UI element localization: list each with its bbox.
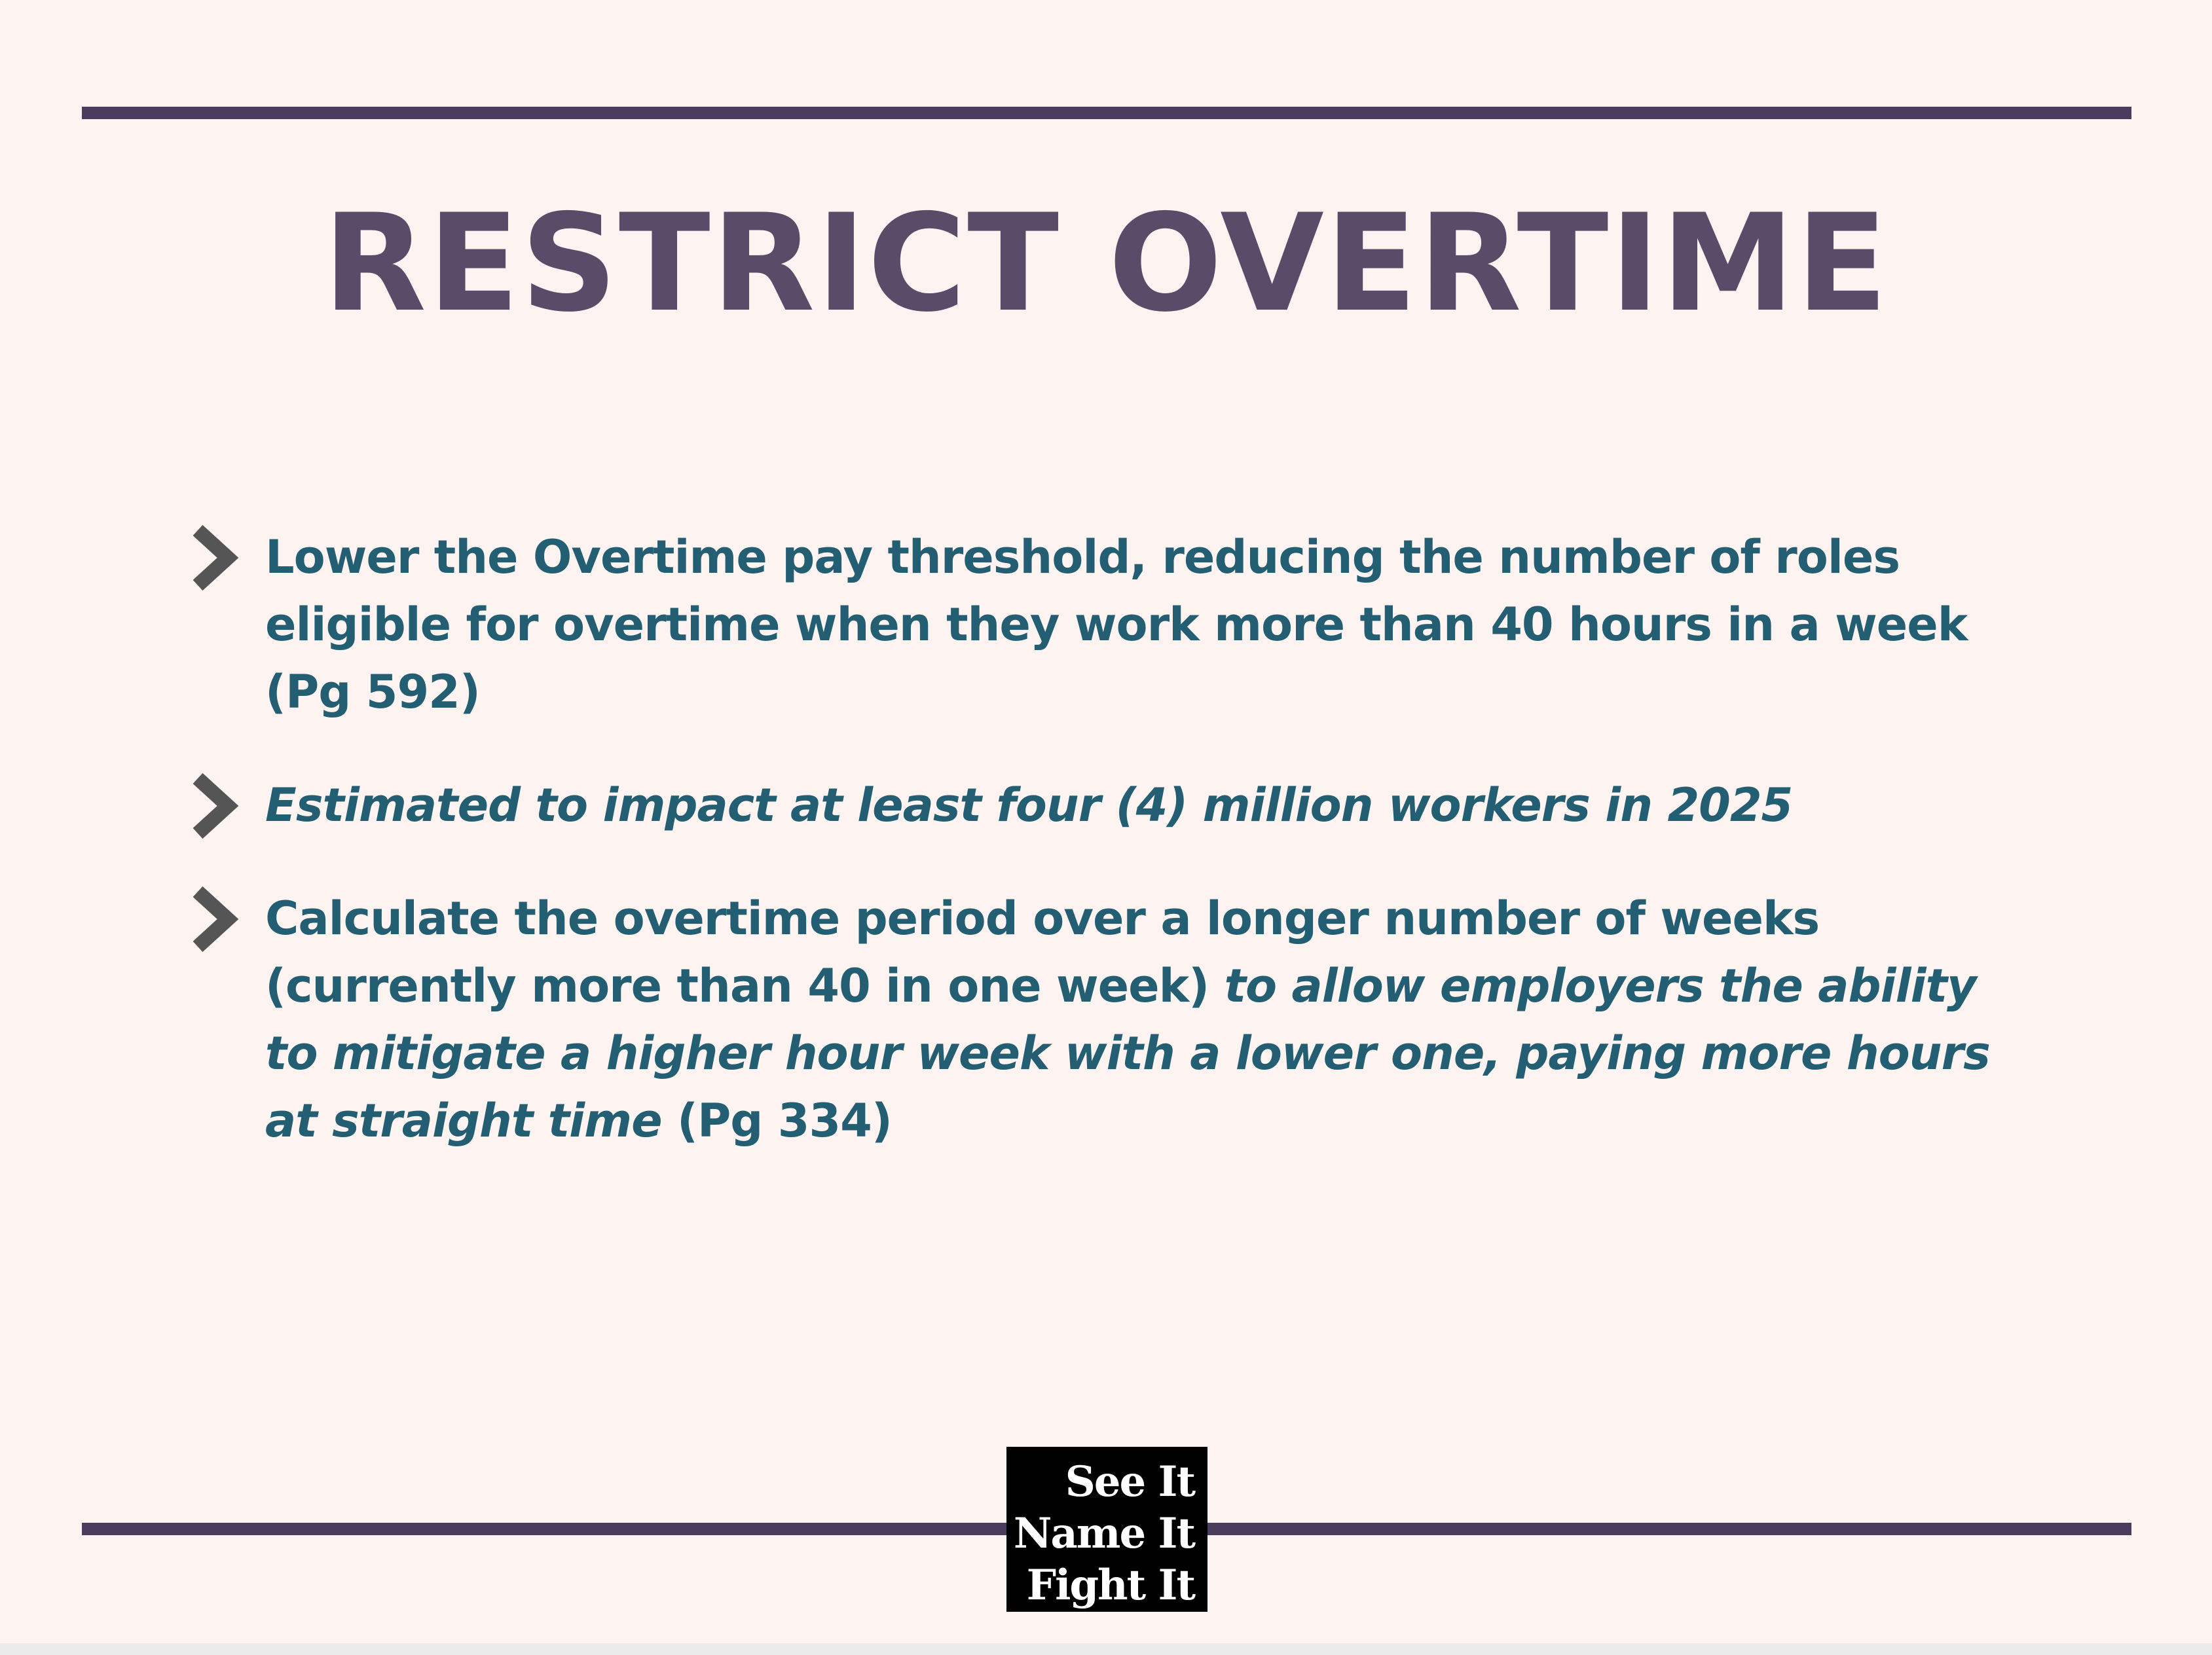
see-it-name-it-fight-it-logo <box>1006 1447 1207 1612</box>
bullet-list <box>190 524 2010 1155</box>
logo-line: Name It <box>1013 1509 1194 1558</box>
chevron-right-icon <box>190 886 242 952</box>
bullet-text-italic: Estimated to impact at least four (4) million workers in 2025 <box>265 778 1793 832</box>
bullet-text: Lower the Overtime pay threshold, reducing the number of roles eligible for overtime when they work more than 40 hours in a week (Pg 592) <box>265 530 1968 719</box>
page-reference: (Pg 334) <box>661 1094 892 1148</box>
bullet-text-italic: to allow employers the ability to mitigate a higher hour week with a lower one, paying more hours at straight time <box>265 959 1990 1148</box>
slide-title: RESTRICT OVERTIME <box>323 186 1889 342</box>
logo-line: See It <box>1065 1457 1194 1506</box>
bullet-item <box>190 524 2010 726</box>
chevron-right-icon <box>190 525 242 591</box>
page-bottom-edge <box>0 1643 2212 1655</box>
chevron-right-icon <box>190 773 242 839</box>
logo-line: Fight It <box>1026 1561 1194 1610</box>
bullet-item <box>190 885 2010 1155</box>
bullet-text: Calculate the overtime period over a longer number of weeks (currently more than 40 in one week) <box>265 892 1820 1013</box>
top-divider <box>82 107 2131 119</box>
bullet-item <box>190 772 2010 839</box>
